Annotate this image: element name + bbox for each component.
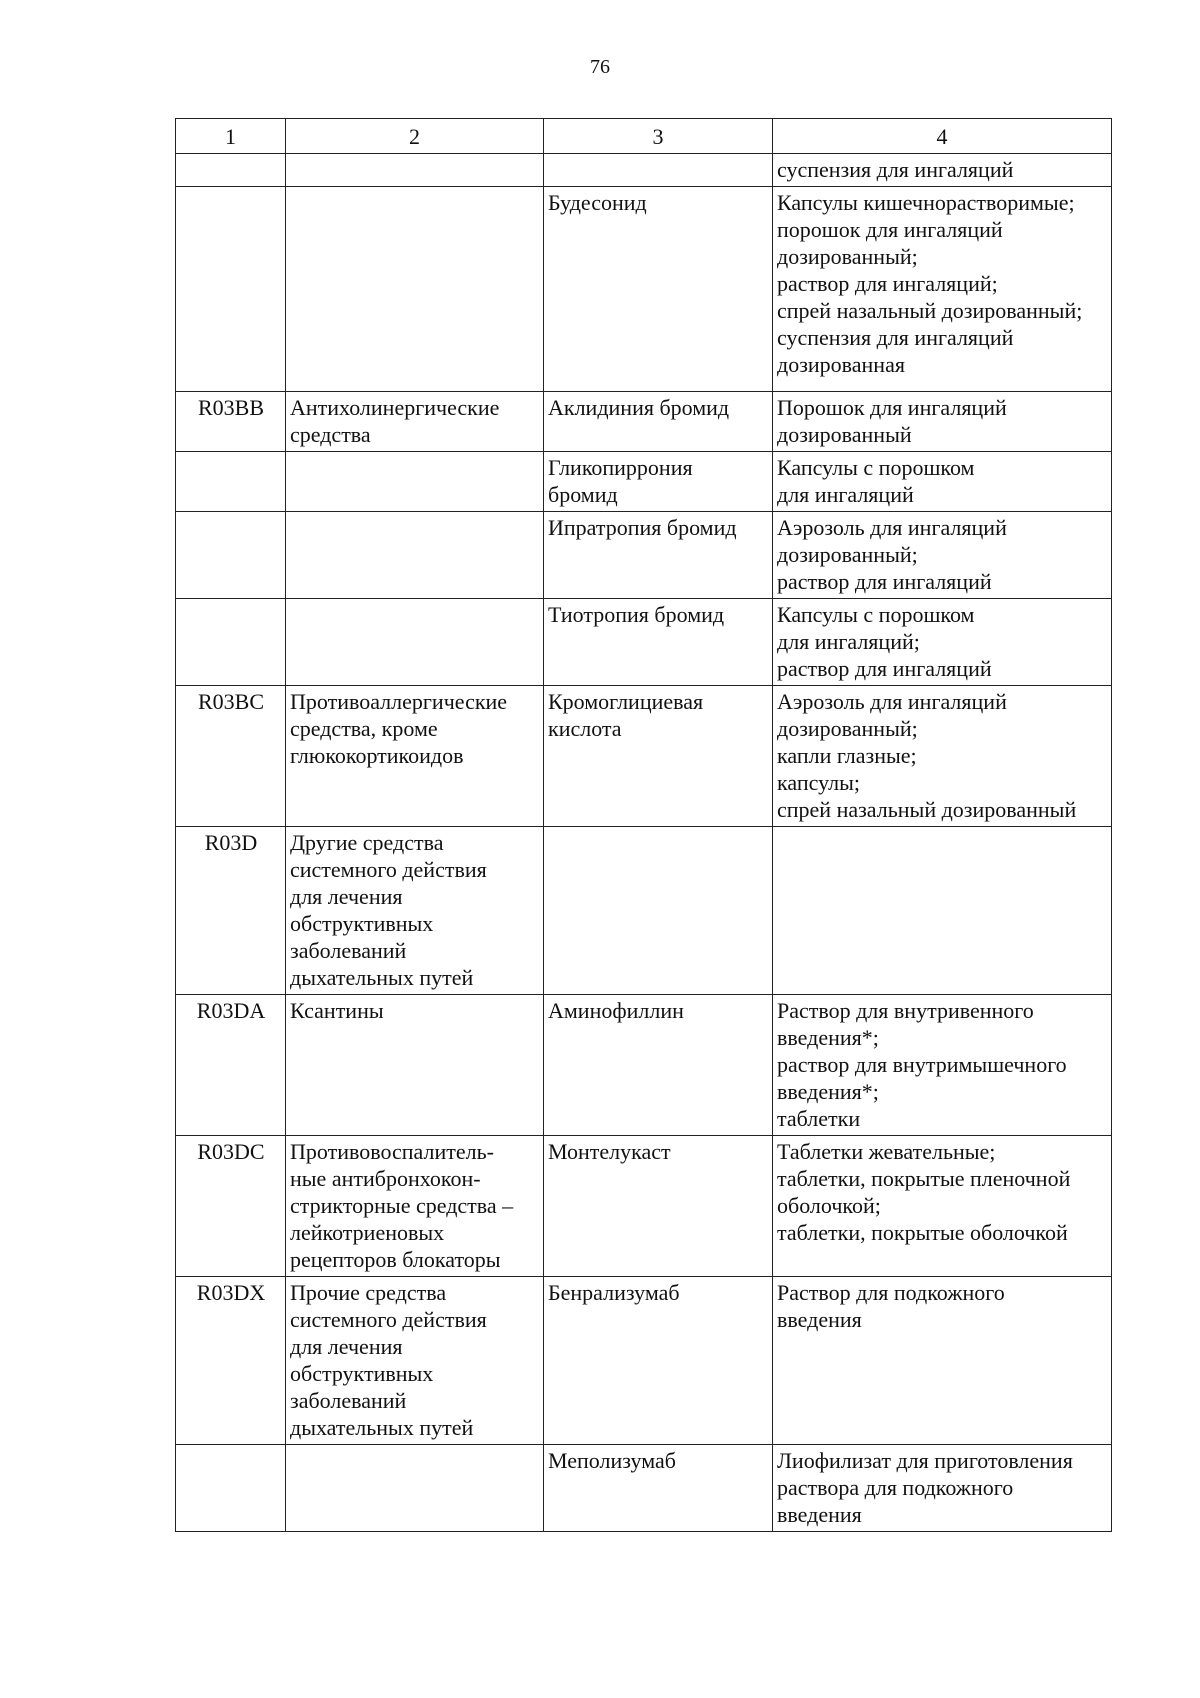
group-name-line: обструктивных	[290, 1361, 434, 1386]
drug-name-line: Тиотропия бромид	[548, 602, 725, 627]
column-header-1: 1	[176, 119, 286, 154]
group-name-line: Противоаллергические	[290, 689, 508, 714]
group-name-line: Другие средства	[290, 830, 444, 855]
drug-name-cell	[544, 154, 773, 187]
drug-name-line: Будесонид	[548, 190, 647, 215]
atc-code-cell	[176, 1445, 286, 1532]
group-name-cell	[286, 599, 544, 686]
table-row	[176, 995, 1112, 1136]
group-name-cell	[286, 512, 544, 599]
dosage-forms-line: спрей назальный дозированный;	[777, 298, 1083, 323]
drug-name-cell	[544, 392, 773, 452]
drug-name-cell	[544, 599, 773, 686]
table-row	[176, 599, 1112, 686]
dosage-forms-cell	[773, 995, 1112, 1136]
drug-name-cell	[544, 827, 773, 995]
drug-classification-table	[175, 118, 1112, 1532]
group-name-cell	[286, 995, 544, 1136]
drug-name-line: Кромоглициевая	[548, 689, 704, 714]
column-header-4: 4	[773, 119, 1112, 154]
table-row	[176, 1136, 1112, 1277]
dosage-forms-line: раствора для подкожного	[777, 1475, 1014, 1500]
table-row	[176, 154, 1112, 187]
dosage-forms-cell	[773, 686, 1112, 827]
group-name-line: глюкокортикоидов	[290, 743, 464, 768]
atc-code-cell: R03BB	[176, 392, 286, 452]
drug-name-cell	[544, 1136, 773, 1277]
group-name-cell	[286, 154, 544, 187]
drug-name-line: Бенрализумаб	[548, 1280, 680, 1305]
dosage-forms-line: таблетки, покрытые пленочной	[777, 1166, 1071, 1191]
atc-code-cell	[176, 452, 286, 512]
dosage-forms-line: Таблетки жевательные;	[777, 1139, 996, 1164]
group-name-cell	[286, 392, 544, 452]
group-name-line: заболеваний	[290, 938, 407, 963]
dosage-forms-line: дозированный	[777, 422, 912, 447]
group-name-line: стрикторные средства –	[290, 1193, 514, 1218]
dosage-forms-line: капсулы;	[777, 770, 860, 795]
dosage-forms-line: раствор для ингаляций	[777, 569, 992, 594]
dosage-forms-line: дозированный;	[777, 244, 918, 269]
group-name-line: Противовоспалитель-	[290, 1139, 494, 1164]
dosage-forms-line: суспензия для ингаляций	[777, 157, 1014, 182]
dosage-forms-line: введения	[777, 1502, 862, 1527]
table-row	[176, 452, 1112, 512]
group-name-cell	[286, 187, 544, 392]
atc-code-cell	[176, 154, 286, 187]
dosage-forms-line: Аэрозоль для ингаляций	[777, 689, 1007, 714]
group-name-line: системного действия	[290, 1307, 487, 1332]
page-number: 76	[590, 56, 610, 78]
group-name-line: рецепторов блокаторы	[290, 1247, 501, 1272]
dosage-forms-line: дозированный;	[777, 716, 918, 741]
dosage-forms-line: таблетки	[777, 1106, 861, 1131]
atc-code-cell: R03DA	[176, 995, 286, 1136]
drug-name-line: кислота	[548, 716, 622, 741]
dosage-forms-line: раствор для ингаляций;	[777, 271, 998, 296]
dosage-forms-cell	[773, 827, 1112, 995]
dosage-forms-cell	[773, 452, 1112, 512]
dosage-forms-line: Раствор для подкожного	[777, 1280, 1005, 1305]
group-name-line: Ксантины	[290, 998, 384, 1023]
group-name-line: для лечения	[290, 1334, 403, 1359]
dosage-forms-line: раствор для внутримышечного	[777, 1052, 1067, 1077]
dosage-forms-line: Лиофилизат для приготовления	[777, 1448, 1073, 1473]
table-body	[176, 154, 1112, 1532]
dosage-forms-line: введения	[777, 1307, 862, 1332]
dosage-forms-cell	[773, 1136, 1112, 1277]
group-name-line: ные антибронхокон-	[290, 1166, 481, 1191]
table-row	[176, 1445, 1112, 1532]
atc-code-cell	[176, 599, 286, 686]
dosage-forms-line: для ингаляций	[777, 482, 914, 507]
dosage-forms-line: Капсулы с порошком	[777, 455, 975, 480]
group-name-line: обструктивных	[290, 911, 434, 936]
atc-code-cell: R03D	[176, 827, 286, 995]
dosage-forms-line: суспензия для ингаляций	[777, 325, 1014, 350]
group-name-cell	[286, 452, 544, 512]
dosage-forms-line: оболочкой;	[777, 1193, 881, 1218]
atc-code-cell: R03DC	[176, 1136, 286, 1277]
dosage-forms-line: Капсулы с порошком	[777, 602, 975, 627]
column-header-2: 2	[286, 119, 544, 154]
dosage-forms-line: Аэрозоль для ингаляций	[777, 515, 1007, 540]
dosage-forms-line: раствор для ингаляций	[777, 656, 992, 681]
column-header-3: 3	[544, 119, 773, 154]
drug-name-line: бромид	[548, 482, 618, 507]
dosage-forms-line: введения*;	[777, 1079, 879, 1104]
drug-name-cell	[544, 1445, 773, 1532]
dosage-forms-cell	[773, 1445, 1112, 1532]
group-name-cell	[286, 1445, 544, 1532]
dosage-forms-line: для ингаляций;	[777, 629, 920, 654]
group-name-line: системного действия	[290, 857, 487, 882]
group-name-line: лейкотриеновых	[290, 1220, 445, 1245]
drug-name-cell	[544, 512, 773, 599]
dosage-forms-cell	[773, 1277, 1112, 1445]
drug-name-line: Аминофиллин	[548, 998, 684, 1023]
drug-name-line: Монтелукаст	[548, 1139, 671, 1164]
table-row	[176, 187, 1112, 392]
table-row	[176, 512, 1112, 599]
group-name-cell	[286, 1277, 544, 1445]
dosage-forms-line: Порошок для ингаляций	[777, 395, 1007, 420]
dosage-forms-cell	[773, 392, 1112, 452]
dosage-forms-line: Раствор для внутривенного	[777, 998, 1034, 1023]
table-row	[176, 827, 1112, 995]
drug-name-cell	[544, 187, 773, 392]
drug-name-cell	[544, 995, 773, 1136]
drug-name-line: Аклидиния бромид	[548, 395, 730, 420]
dosage-forms-cell	[773, 154, 1112, 187]
dosage-forms-line: дозированная	[777, 352, 905, 377]
dosage-forms-line: капли глазные;	[777, 743, 917, 768]
group-name-line: дыхательных путей	[290, 965, 474, 990]
drug-name-cell	[544, 686, 773, 827]
dosage-forms-line: спрей назальный дозированный	[777, 797, 1077, 822]
group-name-cell	[286, 686, 544, 827]
group-name-line: дыхательных путей	[290, 1415, 474, 1440]
table-row	[176, 392, 1112, 452]
dosage-forms-line: таблетки, покрытые оболочкой	[777, 1220, 1068, 1245]
dosage-forms-line: Капсулы кишечнорастворимые;	[777, 190, 1075, 215]
group-name-line: средства	[290, 422, 371, 447]
atc-code-cell	[176, 187, 286, 392]
dosage-forms-cell	[773, 187, 1112, 392]
drug-name-cell	[544, 452, 773, 512]
dosage-forms-line: введения*;	[777, 1025, 879, 1050]
atc-code-cell: R03DX	[176, 1277, 286, 1445]
table-row	[176, 686, 1112, 827]
dosage-forms-line: порошок для ингаляций	[777, 217, 1003, 242]
dosage-forms-cell	[773, 599, 1112, 686]
dosage-forms-cell	[773, 512, 1112, 599]
drug-name-line: Гликопиррония	[548, 455, 693, 480]
group-name-line: для лечения	[290, 884, 403, 909]
dosage-forms-line: дозированный;	[777, 542, 918, 567]
group-name-cell	[286, 827, 544, 995]
group-name-line: средства, кроме	[290, 716, 438, 741]
table-header-row	[176, 119, 1112, 154]
atc-code-cell: R03BC	[176, 686, 286, 827]
table-row	[176, 1277, 1112, 1445]
drug-name-cell	[544, 1277, 773, 1445]
group-name-line: Антихолинергические	[290, 395, 500, 420]
group-name-cell	[286, 1136, 544, 1277]
group-name-line: заболеваний	[290, 1388, 407, 1413]
atc-code-cell	[176, 512, 286, 599]
drug-name-line: Меполизумаб	[548, 1448, 676, 1473]
group-name-line: Прочие средства	[290, 1280, 447, 1305]
drug-name-line: Ипратропия бромид	[548, 515, 737, 540]
